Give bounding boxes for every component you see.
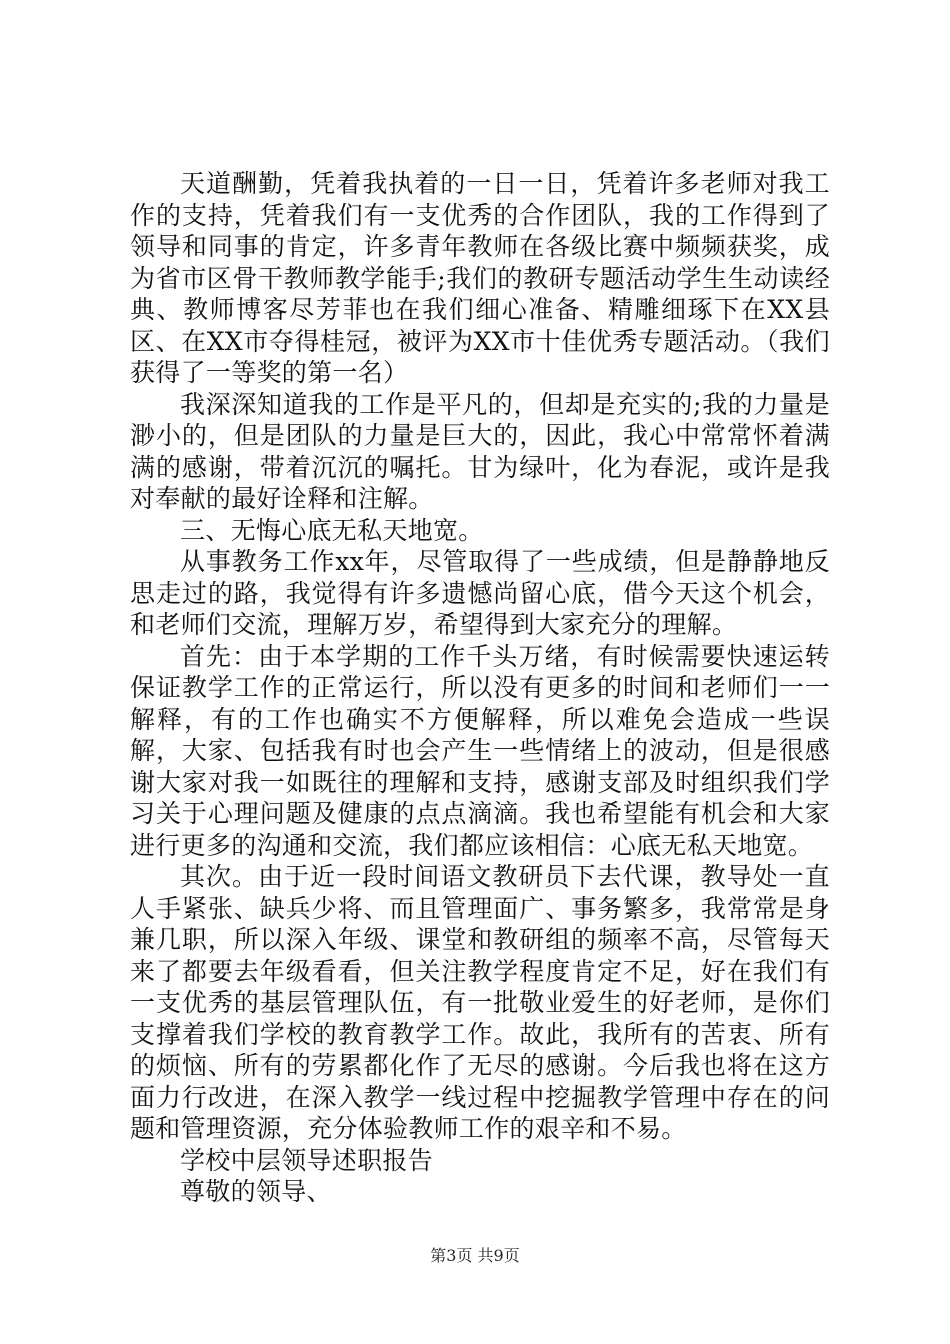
salutation: 尊敬的领导、 [180,1177,332,1206]
document-body [130,168,830,1208]
section-heading-three: 三、无悔心底无私天地宽。 [180,515,484,545]
paragraph-gratitude: 我深深知道我的工作是平凡的，但却是充实的;我的力量是渺小的，但是团队的力量是巨大的，因此，我心中常常怀着满满的感谢，带着沉沉的嘱托。甘为绿叶，化为春泥，或许是我对奉献的最好诠释和注解。 [130,389,830,513]
paragraph-first: 首先：由于本学期的工作千头万绪，有时候需要快速运转保证教学工作的正常运行，所以没有更多的时间和老师们一一解释，有的工作也确实不方便解释，所以难免会造成一些误解，大家、包括我有时也会产生一些情绪上的波动，但是很感谢大家对我一如既往的理解和支持，感谢支部及时组织我们学习关于心理问题及健康的点点滴滴。我也希望能有机会和大家进行更多的沟通和交流，我们都应该相信：心底无私天地宽。 [130,641,830,860]
paragraph-achievements: 天道酬勤，凭着我执着的一日一日，凭着许多老师对我工作的支持，凭着我们有一支优秀的合作团队，我的工作得到了领导和同事的肯定，许多青年教师在各级比赛中频频获奖，成为省市区骨干教师教学能手;我们的教研专题活动学生生动读经典、教师博客尽芳菲也在我们细心准备、精雕细琢下在XX县区、在XX市夺得桂冠，被评为XX市十佳优秀专题活动。（我们获得了一等奖的第一名） [130,169,830,387]
page-indicator: 第3页 共9页 [430,1246,520,1265]
paragraph-reflection: 从事教务工作xx年，尽管取得了一些成绩，但是静静地反思走过的路，我觉得有许多遗憾尚留心底，借今天这个机会，和老师们交流，理解万岁，希望得到大家充分的理解。 [130,547,830,639]
report-title: 学校中层领导述职报告 [180,1145,434,1175]
paragraph-second: 其次。由于近一段时间语文教研员下去代课，教导处一直人手紧张、缺兵少将、而且管理面广、事务繁多，我常常是身兼几职，所以深入年级、课堂和教研组的频率不高，尽管每天来了都要去年级看看，但关注教学程度肯定不足，好在我们有一支优秀的基层管理队伍，有一批敬业爱生的好老师，是你们支撑着我们学校的教育教学工作。故此，我所有的苦衷、所有的烦恼、所有的劳累都化作了无尽的感谢。今后我也将在这方面力行改进，在深入教学一线过程中挖掘教学管理中存在的问题和管理资源，充分体验教师工作的艰辛和不易。 [130,862,830,1143]
